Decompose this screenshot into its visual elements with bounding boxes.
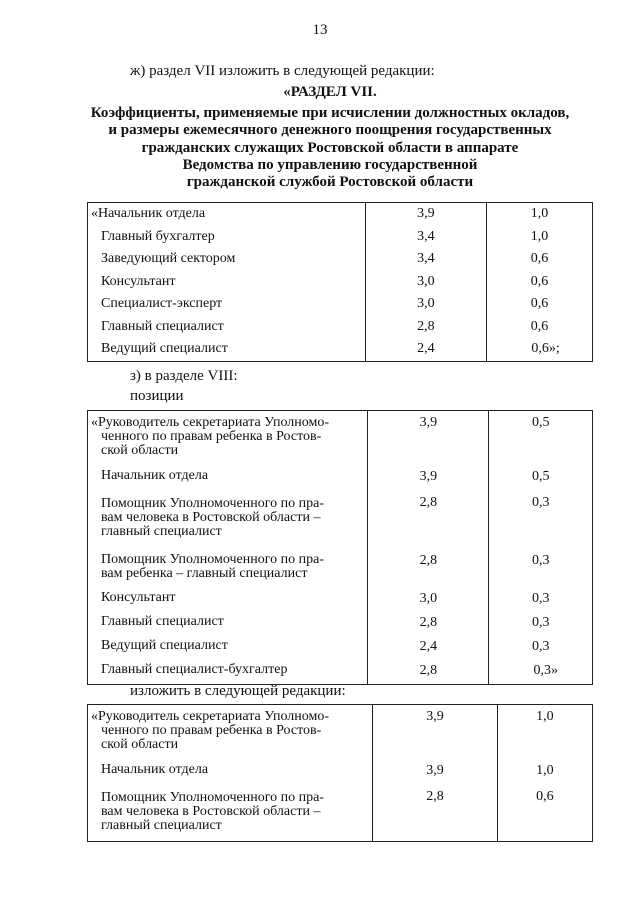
position-name — [88, 493, 368, 549]
salary-coefficient: 3,9 — [365, 203, 486, 226]
bonus-size: 1,0 — [487, 226, 593, 249]
position-name-line: «Руководитель секретариата Уполномо- — [91, 709, 329, 724]
position-name-line: Помощник Уполномоченного по пра- — [101, 552, 324, 567]
position-name-line: вам человека в Ростовской области – — [101, 804, 321, 819]
positions-table-new — [87, 704, 593, 842]
page-number: 13 — [312, 22, 328, 38]
bonus-size: 0,6 — [487, 316, 593, 339]
position-name-line: Помощник Уполномоченного по пра- — [101, 790, 324, 805]
bonus-size: 0,3 — [489, 635, 593, 659]
amendment-new-wording: изложить в следующей редакции: — [130, 683, 346, 699]
bonus-size: 0,6 — [497, 787, 592, 842]
table-row — [88, 587, 593, 611]
table-row — [88, 493, 593, 549]
position-name-line: Начальник отдела — [101, 468, 209, 483]
bonus-size: 0,3 — [489, 549, 593, 587]
table-row — [88, 271, 593, 294]
position-name — [88, 705, 373, 760]
positions-table-old — [87, 410, 593, 685]
salary-coefficient: 2,4 — [365, 338, 486, 361]
salary-coefficient: 3,9 — [368, 465, 489, 493]
salary-coefficient: 2,8 — [368, 549, 489, 587]
section-heading — [80, 105, 580, 191]
salary-coefficient: 3,9 — [373, 759, 498, 787]
salary-coefficient: 3,0 — [368, 587, 489, 611]
position-name-line: ской области — [101, 443, 179, 458]
table-row — [88, 226, 593, 249]
position-name — [88, 611, 368, 635]
salary-coefficient: 3,9 — [373, 705, 498, 760]
table-row — [88, 338, 593, 361]
position-name-line: Консультант — [101, 590, 176, 605]
position-name-line: Помощник Уполномоченного по пра- — [101, 496, 324, 511]
salary-coefficient: 2,8 — [368, 493, 489, 549]
table-row — [88, 465, 593, 493]
position-name-line: вам человека в Ростовской области – — [101, 510, 321, 525]
heading-line: и размеры ежемесячного денежного поощрения государственных — [108, 122, 552, 139]
salary-coefficient: 2,4 — [368, 635, 489, 659]
position-name: Заведующий сектором — [88, 248, 366, 271]
salary-coefficient: 2,8 — [373, 787, 498, 842]
table-row — [88, 659, 593, 685]
position-name — [88, 587, 368, 611]
bonus-size: 0,3» — [489, 659, 593, 685]
position-name-line: «Руководитель секретариата Уполномо- — [91, 415, 329, 430]
position-name-line: ской области — [101, 737, 179, 752]
position-name — [88, 787, 373, 842]
table-row — [88, 787, 593, 842]
position-name — [88, 659, 368, 685]
table-row — [88, 293, 593, 316]
position-name-line: Ведущий специалист — [101, 638, 228, 653]
position-name-line: Главный специалист-бухгалтер — [101, 662, 288, 677]
position-name — [88, 465, 368, 493]
salary-coefficient: 2,8 — [368, 659, 489, 685]
position-name-line: главный специалист — [101, 524, 222, 539]
bonus-size: 0,6 — [487, 248, 593, 271]
heading-line: гражданской службой Ростовской области — [186, 174, 474, 191]
bonus-size: 1,0 — [497, 759, 592, 787]
table-row — [88, 759, 593, 787]
table-row — [88, 611, 593, 635]
position-name-line: ченного по правам ребенка в Ростов- — [101, 723, 322, 738]
position-name: Специалист-эксперт — [88, 293, 366, 316]
position-name-line: ченного по правам ребенка в Ростов- — [101, 429, 322, 444]
salary-coefficient: 3,4 — [365, 226, 486, 249]
position-name-line: главный специалист — [101, 818, 222, 833]
position-name: Главный специалист — [88, 316, 366, 339]
position-name — [88, 411, 368, 466]
position-name — [88, 635, 368, 659]
position-name-line: вам ребенка – главный специалист — [101, 566, 308, 581]
salary-coefficient: 3,0 — [365, 271, 486, 294]
salary-coefficient: 3,4 — [365, 248, 486, 271]
position-name-line: Главный специалист — [101, 614, 224, 629]
table-row — [88, 635, 593, 659]
table-row — [88, 549, 593, 587]
salary-coefficient: 3,9 — [368, 411, 489, 466]
salary-coefficient: 2,8 — [365, 316, 486, 339]
position-name-line: Начальник отдела — [101, 762, 209, 777]
coefficients-table-section-7 — [87, 202, 593, 362]
table-row — [88, 411, 593, 466]
table-row — [88, 248, 593, 271]
position-name: Ведущий специалист — [88, 338, 366, 361]
salary-coefficient: 3,0 — [365, 293, 486, 316]
section-title: «РАЗДЕЛ VII. — [283, 84, 377, 100]
position-name: «Начальник отдела — [88, 203, 366, 226]
bonus-size: 0,3 — [489, 611, 593, 635]
amendment-item-zh: ж) раздел VII изложить в следующей редакции: — [130, 63, 435, 79]
position-name: Главный бухгалтер — [88, 226, 366, 249]
position-name — [88, 549, 368, 587]
bonus-size: 0,6 — [487, 293, 593, 316]
position-name — [88, 759, 373, 787]
bonus-size: 0,5 — [489, 465, 593, 493]
bonus-size: 0,6 — [487, 271, 593, 294]
bonus-size: 0,3 — [489, 493, 593, 549]
heading-line: гражданских служащих Ростовской области в аппарате — [141, 139, 519, 156]
bonus-size: 0,5 — [489, 411, 593, 466]
heading-line: Коэффициенты, применяемые при исчислении должностных окладов, — [90, 105, 570, 121]
bonus-size: 1,0 — [497, 705, 592, 760]
position-name: Консультант — [88, 271, 366, 294]
table-row — [88, 203, 593, 226]
heading-line: Ведомства по управлению государственной — [182, 156, 478, 173]
amendment-item-z: з) в разделе VIII: — [130, 368, 238, 384]
salary-coefficient: 2,8 — [368, 611, 489, 635]
bonus-size: 1,0 — [487, 203, 593, 226]
table-row — [88, 705, 593, 760]
bonus-size: 0,3 — [489, 587, 593, 611]
table-row — [88, 316, 593, 339]
positions-label: позиции — [130, 388, 184, 404]
bonus-size: 0,6»; — [487, 338, 593, 361]
